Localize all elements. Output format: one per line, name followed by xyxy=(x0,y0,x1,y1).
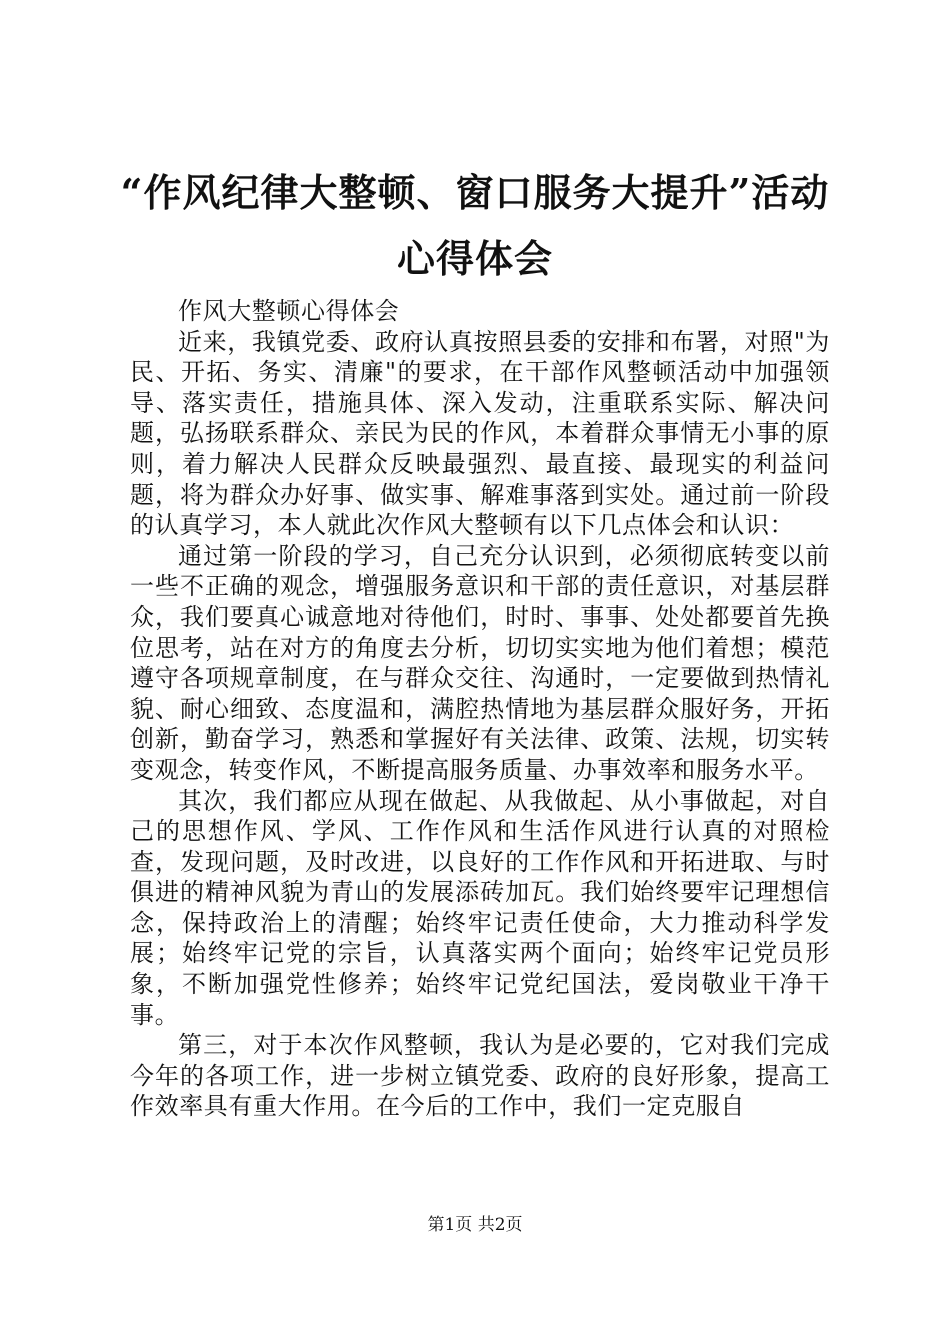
document-title: “作风纪律大整顿、窗口服务大提升”活动心得体会 xyxy=(120,170,830,281)
page-footer: 第1页 共2页 xyxy=(427,1215,523,1235)
paragraph-2: 通过第一阶段的学习，自己充分认识到，必须彻底转变以前一些不正确的观念，增强服务意识和干部的责任意识，对基层群众，我们要真心诚意地对待他们，时时、事事、处处都要首先换位思考，站在对方的角度去分析，切切实实地为他们着想；模范遵守各项规章制度，在与群众交往、沟通时，一定要做到热情礼貌、耐心细致、态度温和，满腔热情地为基层群众服好务，开拓创新，勤奋学习，熟悉和掌握好有关法律、政策、法规，切实转变观念，转变作风，不断提高服务质量、办事效率和服务水平。 xyxy=(130,541,830,784)
paragraph-4: 第三，对于本次作风整顿，我认为是必要的，它对我们完成今年的各项工作，进一步树立镇党委、政府的良好形象，提高工作效率具有重大作用。在今后的工作中，我们一定克服自 xyxy=(130,1031,830,1121)
document-subtitle: 作风大整顿心得体会 xyxy=(178,297,400,325)
paragraph-1: 近来，我镇党委、政府认真按照县委的安排和布署，对照"为民、开拓、务实、清廉"的要求，在干部作风整顿活动中加强领导、落实责任，措施具体、深入发动，注重联系实际、解决问题，弘扬联系群众、亲民为民的作风，本着群众事情无小事的原则，着力解决人民群众反映最强烈、最直接、最现实的利益问题，将为群众办好事、做实事、解难事落到实处。通过前一阶段的认真学习，本人就此次作风大整顿有以下几点体会和认识： xyxy=(130,327,830,540)
document-body xyxy=(130,296,830,1122)
paragraph-3: 其次，我们都应从现在做起、从我做起、从小事做起，对自己的思想作风、学风、工作作风和生活作风进行认真的对照检查，发现问题，及时改进，以良好的工作作风和开拓进取、与时俱进的精神风貌为青山的发展添砖加瓦。我们始终要牢记理想信念，保持政治上的清醒；始终牢记责任使命，大力推动科学发展；始终牢记党的宗旨，认真落实两个面向；始终牢记党员形象，不断加强党性修养；始终牢记党纪国法，爱岗敬业干净干事。 xyxy=(130,786,830,1029)
